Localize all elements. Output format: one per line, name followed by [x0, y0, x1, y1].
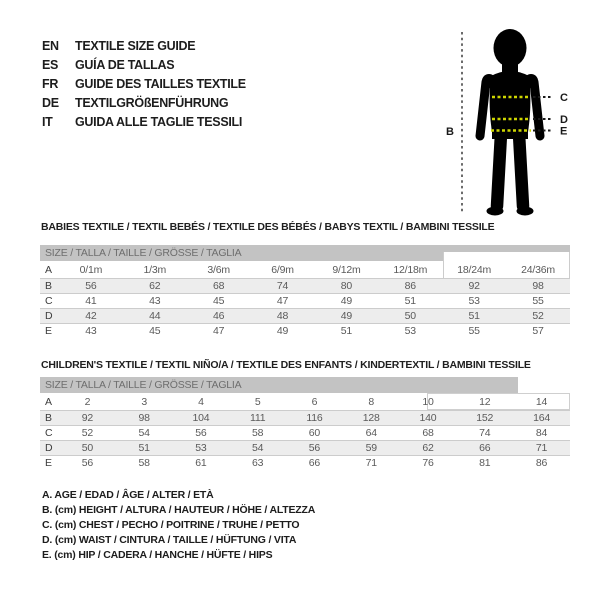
- cell: 3: [141, 396, 147, 409]
- cell: 52: [532, 309, 544, 322]
- table-row-hip: [40, 455, 570, 470]
- language-title: GUÍA DE TALLAS: [75, 57, 175, 72]
- cell: 55: [468, 324, 480, 337]
- cell: 86: [535, 456, 548, 469]
- waist-label: D: [560, 114, 568, 126]
- cell: 57: [532, 324, 544, 337]
- cell: 68: [213, 279, 225, 292]
- cell: 104: [192, 411, 210, 424]
- height-label: B: [446, 126, 454, 138]
- cell: 8: [368, 396, 375, 409]
- cell: 59: [365, 441, 377, 454]
- cell: 71: [535, 441, 548, 454]
- row-label: A: [45, 264, 52, 277]
- cell: 66: [479, 441, 491, 454]
- cell: 51: [138, 441, 150, 454]
- cell: 92: [468, 279, 480, 292]
- language-title: TEXTILE SIZE GUIDE: [75, 38, 196, 53]
- cell: 18/24m: [457, 264, 492, 277]
- children-section-title: CHILDREN'S TEXTILE / TEXTIL NIÑO/A / TEXTILE DES ENFANTS / KINDERTEXTIL / BAMBINI TESSILE: [41, 359, 531, 371]
- cell: 56: [195, 426, 207, 439]
- cell: 74: [479, 426, 491, 439]
- table-row-height: [40, 278, 570, 293]
- cell: 6: [311, 396, 318, 409]
- cell: 51: [468, 309, 480, 322]
- table-row-waist: [40, 440, 570, 455]
- cell: 4: [198, 396, 204, 409]
- cell: 54: [138, 426, 150, 439]
- measurement-legend: [42, 488, 315, 563]
- cell: 47: [213, 324, 225, 337]
- cell: 60: [308, 426, 321, 439]
- cell: 55: [532, 294, 544, 307]
- cell: 53: [195, 441, 207, 454]
- cell: 68: [422, 426, 434, 439]
- cell: 12/18m: [393, 264, 428, 277]
- cell: 61: [195, 456, 207, 469]
- babies-table-grid: [40, 263, 570, 338]
- children-size-table: [40, 377, 570, 470]
- babies-section-title: BABIES TEXTILE / TEXTIL BEBÉS / TEXTILE DES BÉBÉS / BABYS TEXTIL / BAMBINI TESSILE: [41, 221, 495, 233]
- table-row-chest: [40, 425, 570, 440]
- legend-age: A. AGE / EDAD / ÂGE / ALTER / ETÀ: [42, 489, 214, 501]
- children-table-grid: [40, 395, 570, 470]
- language-code: ES: [42, 57, 59, 72]
- cell: 14: [535, 396, 548, 409]
- cell: 81: [479, 456, 491, 469]
- cell: 116: [306, 411, 323, 424]
- cell: 62: [422, 441, 434, 454]
- cell: 52: [81, 426, 94, 439]
- cell: 98: [138, 411, 150, 424]
- cell: 48: [276, 309, 289, 322]
- row-label: C: [45, 294, 53, 307]
- language-row-it: [42, 112, 246, 131]
- cell: 86: [404, 279, 416, 292]
- row-label: D: [45, 309, 53, 322]
- hip-label: E: [560, 125, 568, 138]
- table-row-hip: [40, 323, 570, 338]
- babies-table-header: SIZE / TALLA / TAILLE / GRÖSSE / TAGLIA: [40, 245, 570, 261]
- cell: 47: [276, 294, 289, 307]
- language-title: GUIDA ALLE TAGLIE TESSILI: [75, 114, 243, 129]
- row-label: A: [45, 396, 52, 409]
- cell: 49: [340, 294, 353, 307]
- cell: 49: [276, 324, 289, 337]
- cell: 58: [138, 456, 150, 469]
- cell: 64: [365, 426, 377, 439]
- cell: 84: [535, 426, 548, 439]
- cell: 2: [84, 396, 91, 409]
- cell: 50: [404, 309, 416, 322]
- child-silhouette-icon: [440, 18, 585, 230]
- table-row-age: [40, 263, 570, 278]
- language-row-en: [42, 36, 246, 55]
- language-list: [42, 36, 246, 131]
- cell: 44: [149, 309, 161, 322]
- cell: 128: [362, 411, 380, 424]
- row-label: B: [45, 279, 52, 292]
- language-row-fr: [42, 74, 246, 93]
- cell: 80: [340, 279, 353, 292]
- measurement-figure: [440, 18, 585, 230]
- cell: 54: [252, 441, 264, 454]
- chest-label: C: [560, 92, 568, 104]
- cell: 45: [149, 324, 161, 337]
- table-row-waist: [40, 308, 570, 323]
- language-title: GUIDE DES TAILLES TEXTILE: [75, 76, 246, 91]
- babies-size-table: [40, 245, 570, 338]
- cell: 53: [468, 294, 480, 307]
- cell: 56: [308, 441, 321, 454]
- cell: 41: [85, 294, 97, 307]
- cell: 56: [85, 279, 97, 292]
- table-row-age: [40, 395, 570, 410]
- cell: 3/6m: [207, 264, 230, 277]
- cell: 43: [149, 294, 161, 307]
- cell: 66: [308, 456, 321, 469]
- table-row-height: [40, 410, 570, 425]
- language-row-es: [42, 55, 246, 74]
- language-title: TEXTILGRÖßENFÜHRUNG: [75, 95, 229, 110]
- cell: 50: [81, 441, 94, 454]
- children-table-header: SIZE / TALLA / TAILLE / GRÖSSE / TAGLIA: [40, 377, 518, 393]
- legend-chest: C. (cm) CHEST / PECHO / POITRINE / TRUHE / PETTO: [42, 519, 300, 531]
- cell: 98: [532, 279, 544, 292]
- cell: 164: [533, 411, 551, 424]
- cell: 53: [404, 324, 416, 337]
- child-silhouette: [480, 29, 540, 216]
- cell: 43: [85, 324, 97, 337]
- cell: 49: [340, 309, 353, 322]
- language-row-de: [42, 93, 246, 112]
- row-label: D: [45, 441, 53, 454]
- cell: 45: [213, 294, 225, 307]
- cell: 74: [276, 279, 289, 292]
- table-row-chest: [40, 293, 570, 308]
- language-code: FR: [42, 76, 59, 91]
- cell: 62: [149, 279, 161, 292]
- cell: 71: [365, 456, 377, 469]
- row-label: C: [45, 426, 53, 439]
- cell: 46: [213, 309, 225, 322]
- cell: 0/1m: [79, 264, 103, 277]
- cell: 9/12m: [332, 264, 361, 277]
- cell: 51: [404, 294, 416, 307]
- legend-height: B. (cm) HEIGHT / ALTURA / HAUTEUR / HÖHE / ALTEZZA: [42, 504, 316, 516]
- cell: 1/3m: [143, 264, 167, 277]
- legend-hip: E. (cm) HIP / CADERA / HANCHE / HÜFTE / HIPS: [42, 549, 273, 561]
- cell: 76: [422, 456, 434, 469]
- cell: 92: [81, 411, 94, 424]
- cell: 58: [252, 426, 264, 439]
- cell: 42: [85, 309, 97, 322]
- cell: 51: [340, 324, 353, 337]
- cell: 5: [254, 396, 261, 409]
- cell: 111: [249, 411, 266, 424]
- row-label: E: [45, 456, 52, 469]
- cell: 6/9m: [271, 264, 294, 277]
- cell: 152: [476, 411, 494, 424]
- row-label: E: [45, 324, 52, 337]
- cell: 63: [252, 456, 264, 469]
- legend-waist: D. (cm) WAIST / CINTURA / TAILLE / HÜFTUNG / VITA: [42, 534, 297, 546]
- cell: 56: [81, 456, 94, 469]
- language-code: IT: [42, 114, 53, 129]
- cell: 10: [422, 396, 434, 409]
- cell: 12: [479, 396, 491, 409]
- language-code: EN: [42, 38, 59, 53]
- language-code: DE: [42, 95, 59, 110]
- cell: 24/36m: [521, 264, 555, 277]
- row-label: B: [45, 411, 52, 424]
- cell: 140: [419, 411, 437, 424]
